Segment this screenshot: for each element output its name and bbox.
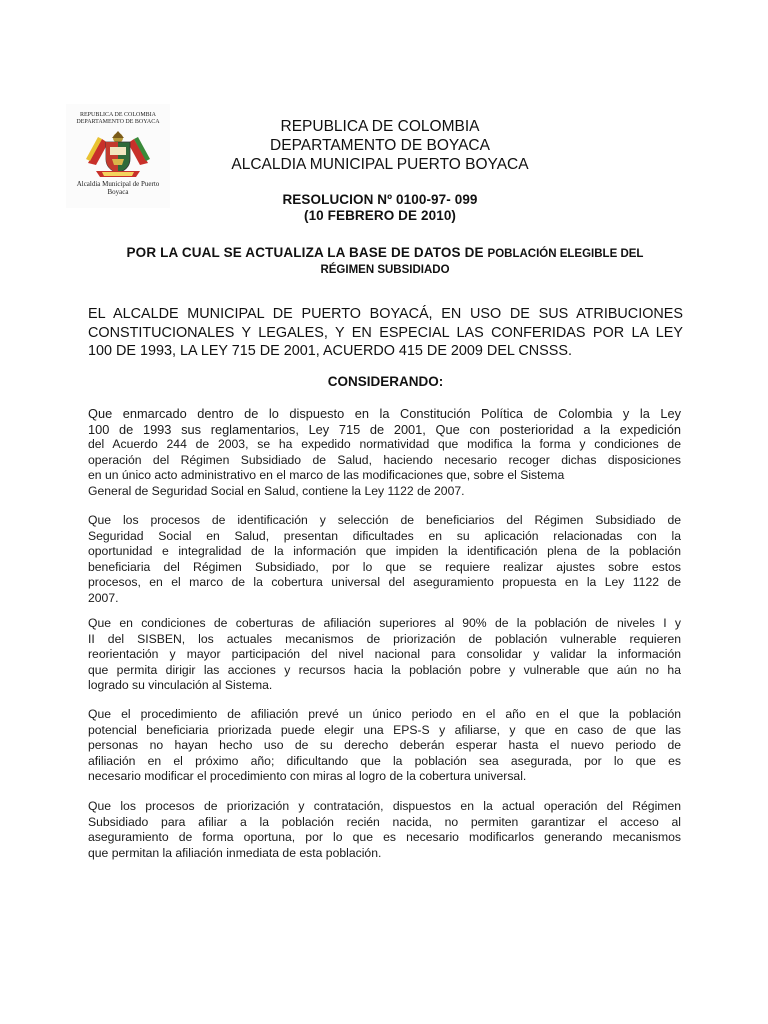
- title-part-1: POR LA CUAL SE ACTUALIZA LA BASE DE DATOS DE: [126, 245, 488, 260]
- resolution-number: RESOLUCION Nº 0100-97- 099: [282, 192, 478, 207]
- paragraph-line: afiliación en el próximo año; dificultando que la población sea asegurada, por lo que es: [88, 753, 681, 768]
- paragraph-line: que permitan la afiliación inmediata de esta población.: [88, 845, 382, 860]
- considerando-heading: CONSIDERANDO:: [327, 374, 444, 389]
- logo-top-line-2: DEPARTAMENTO DE BOYACA: [76, 119, 160, 125]
- paragraph-line: reorientación y mayor participación del nivel nacional para consolidar y validar la información: [88, 647, 681, 662]
- resolution-date: (10 FEBRERO DE 2010): [303, 208, 457, 223]
- paragraph-line: Subsidiado para afiliar a la población recién nacida, no permiten garantizar el acceso al: [88, 814, 681, 829]
- paragraph-line: Que enmarcado dentro de lo dispuesto en la Constitución Política de Colombia y la Ley: [88, 406, 681, 421]
- intro-line: 100 DE 1993, LA LEY 715 DE 2001, ACUERDO 415 DE 2009 DEL CNSSS.: [88, 343, 572, 359]
- paragraph-line: logrado su vinculación al Sistema.: [88, 678, 273, 693]
- document-title-line-1: [88, 244, 682, 263]
- paragraph-line: 2007.: [88, 590, 119, 605]
- paragraph-5: [88, 799, 681, 861]
- intro-paragraph: [88, 305, 683, 361]
- header-department: DEPARTAMENTO DE BOYACA: [270, 137, 490, 154]
- logo-bottom-line-2: Boyaca: [107, 188, 129, 196]
- paragraph-line: aseguramiento de forma oportuna, por lo que es necesario modificarlos generando mecanismos: [88, 830, 681, 845]
- paragraph-line: que permita dirigir las acciones y recursos hacia la población pobre y vulnerable que aún no ha: [88, 662, 681, 677]
- paragraph-line: procesos, en el marco de la cobertura universal del aseguramiento propuesta en la Ley 1122 de: [88, 575, 681, 590]
- paragraph-4: [88, 707, 681, 785]
- coat-of-arms-icon: [82, 129, 154, 179]
- intro-line: EL ALCALDE MUNICIPAL DE PUERTO BOYACÁ, EN USO DE SUS ATRIBUCIONES: [88, 306, 683, 322]
- paragraph-line: necesario modificar el procedimiento con miras al logro de la cobertura universal.: [88, 769, 527, 784]
- paragraph-line: Que los procesos de identificación y selección de beneficiarios del Régimen Subsidiado de: [88, 513, 681, 527]
- paragraph-line: en un único acto administrativo en el marco de las modificaciones que, sobre el Sistema: [88, 468, 565, 483]
- logo-bottom-line-1: Alcaldia Municipal de Puerto: [76, 180, 160, 188]
- paragraph-2: [88, 513, 681, 607]
- municipal-logo: [66, 104, 170, 208]
- header-country: REPUBLICA DE COLOMBIA: [280, 118, 480, 135]
- paragraph-line: potencial beneficiaria priorizada puede elegir una EPS-S y afiliarse, y que en caso de que las: [88, 722, 681, 737]
- paragraph-line: II del SISBEN, los actuales mecanismos de priorización de población vulnerable requieren: [88, 631, 681, 646]
- paragraph-3: [88, 616, 681, 694]
- paragraph-1: [88, 406, 681, 500]
- paragraph-line: oportunidad e integralidad de la información que impiden la identificación plena de la población: [88, 544, 681, 559]
- paragraph-line: operación del Régimen Subsidiado de Salud, haciendo necesario recoger dichas disposiciones: [88, 452, 681, 467]
- logo-bottom-text: [66, 180, 170, 196]
- paragraph-line: beneficiaria del Régimen Subsidiado, por lo que se requiere realizar ajustes sobre estos: [88, 559, 681, 574]
- paragraph-line: del Acuerdo 244 de 2003, se ha expedido normatividad que modifica la forma y condiciones de: [88, 437, 681, 452]
- document-title-line-2: RÉGIMEN SUBSIDIADO: [320, 264, 450, 276]
- logo-top-text: [66, 112, 170, 126]
- paragraph-line: 100 de 1993 sus reglamentarios, Ley 715 de 2001, Que con posterioridad a la expedición: [88, 421, 681, 437]
- paragraph-line: personas no hayan hecho uso de su derecho deberán esperar hasta el nuevo periodo de: [88, 738, 681, 753]
- paragraph-line: General de Seguridad Social en Salud, contiene la Ley 1122 de 2007.: [88, 483, 465, 498]
- header-municipality: ALCALDIA MUNICIPAL PUERTO BOYACA: [231, 156, 529, 173]
- paragraph-line: Que los procesos de priorización y contratación, dispuestos en la actual operación del Régimen: [88, 799, 681, 813]
- intro-line: CONSTITUCIONALES Y LEGALES, Y EN ESPECIAL LAS CONFERIDAS POR LA LEY: [88, 324, 683, 341]
- title-part-2: POBLACIÓN ELEGIBLE DEL: [487, 248, 644, 260]
- paragraph-line: Seguridad Social en Salud, presentan dificultades en su aplicación relacionadas con la: [88, 528, 681, 543]
- paragraph-line: Que el procedimiento de afiliación prevé un único periodo en el año en el que la población: [88, 707, 681, 721]
- paragraph-line: Que en condiciones de coberturas de afiliación superiores al 90% de la población de niveles I y: [88, 616, 681, 630]
- logo-top-line-1: REPUBLICA DE COLOMBIA: [79, 112, 156, 118]
